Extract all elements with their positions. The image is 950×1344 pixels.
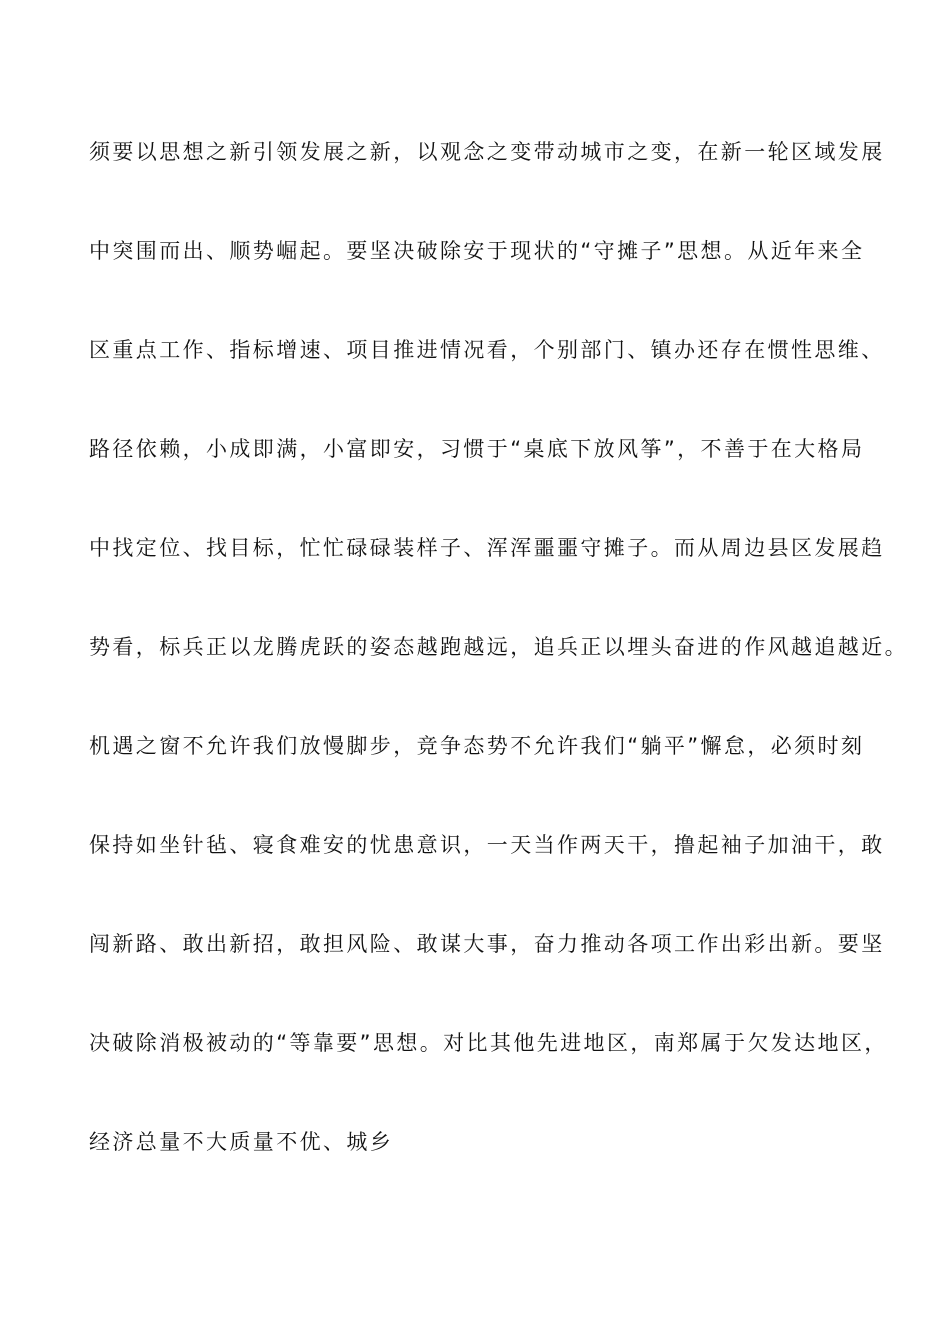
text-line: 势看，标兵正以龙腾虎跃的姿态越跑越远，追兵正以埋头奋进的作风越追越近。 [89,635,908,659]
text-line: 保持如坐针毡、寝食难安的忧患意识，一天当作两天干，撸起袖子加油干，敢 [89,833,885,857]
text-line: 决破除消极被动的“等靠要”思想。对比其他先进地区，南郑属于欠发达地区， [89,1031,888,1055]
text-line: 经济总量不大质量不优、城乡 [89,1130,394,1154]
text-line: 中突围而出、顺势崛起。要坚决破除安于现状的“守摊子”思想。从近年来全 [89,239,865,263]
text-line: 须要以思想之新引领发展之新，以观念之变带动城市之变，在新一轮区域发展 [89,140,885,164]
text-line: 闯新路、敢出新招，敢担风险、敢谋大事，奋力推动各项工作出彩出新。要坚 [89,932,885,956]
body-text [89,128,908,1217]
text-line: 路径依赖，小成即满，小富即安，习惯于“桌底下放风筝”，不善于在大格局 [89,437,865,461]
text-line: 区重点工作、指标增速、项目推进情况看，个别部门、镇办还存在惯性思维、 [89,338,885,362]
text-line: 中找定位、找目标，忙忙碌碌装样子、浑浑噩噩守摊子。而从周边县区发展趋 [89,536,885,560]
text-line: 机遇之窗不允许我们放慢脚步，竞争态势不允许我们“躺平”懈怠，必须时刻 [89,734,865,758]
